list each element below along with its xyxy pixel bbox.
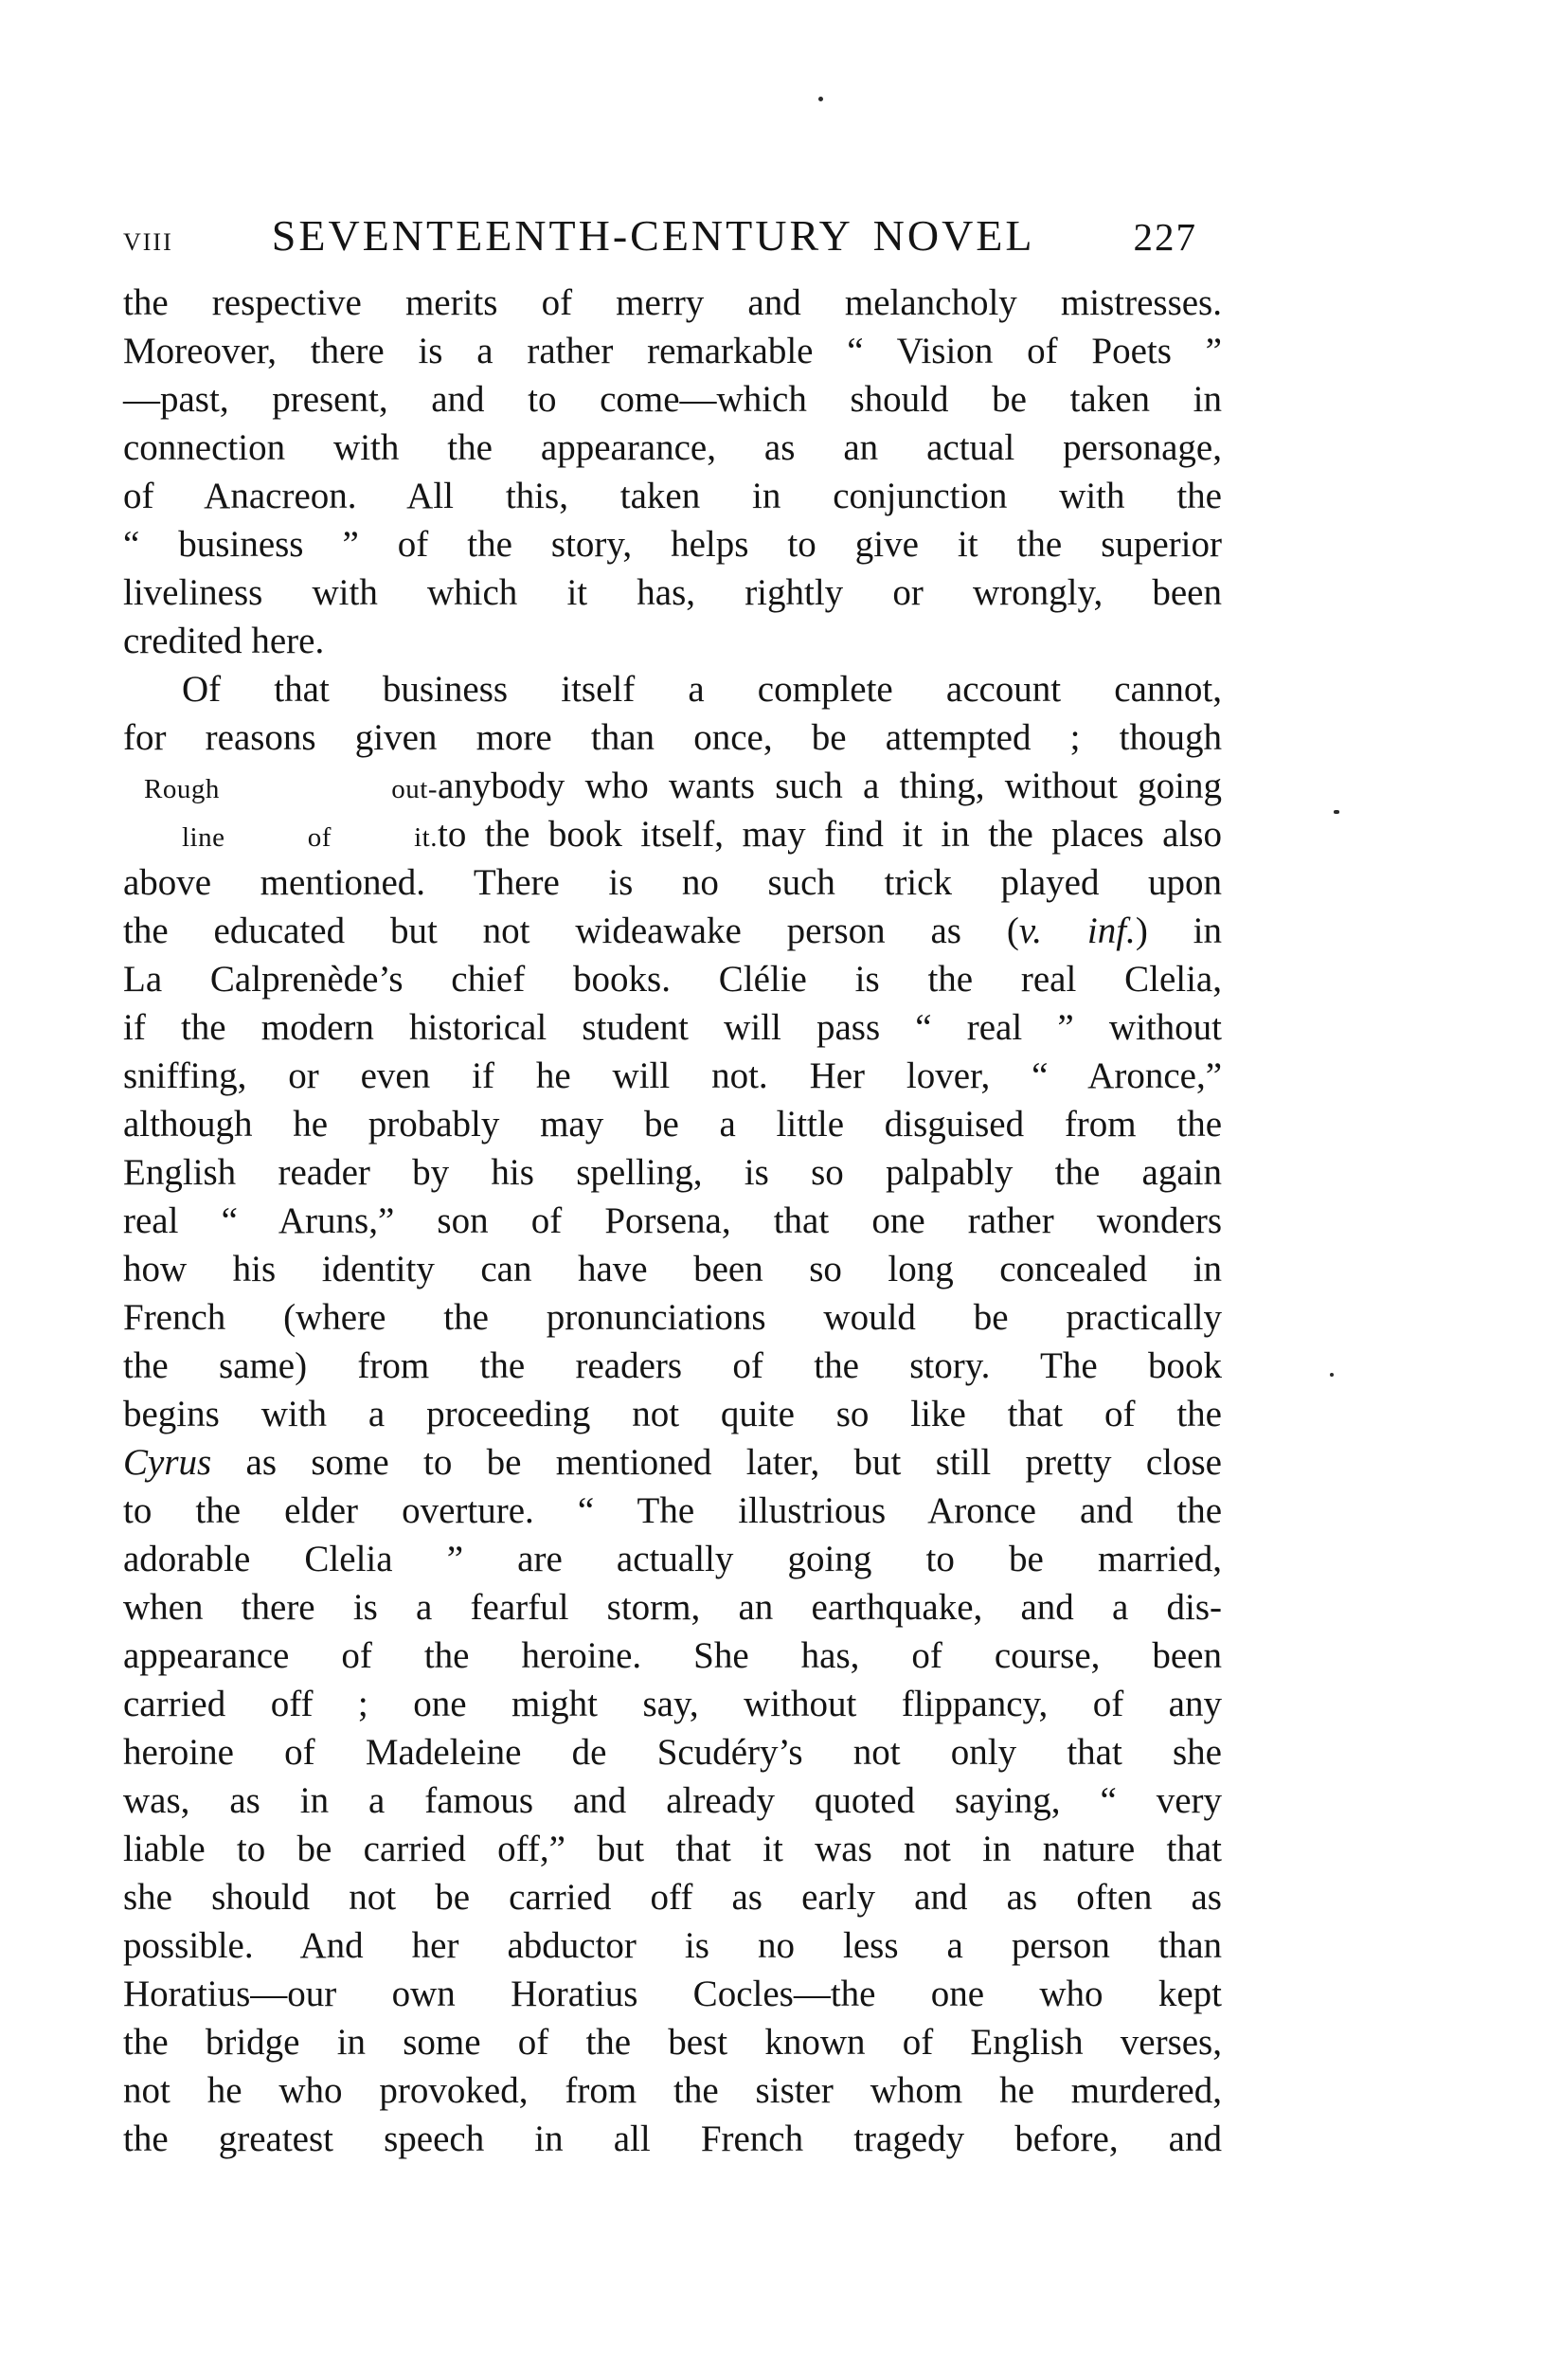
text-line (123, 713, 1222, 762)
text-segment: Moreover, there is a rather remarkable “ Vision of Poets ” (123, 331, 1222, 371)
text-segment: ) in (1135, 911, 1223, 951)
text-segment: English reader by his spelling, is so palpably the again (123, 1152, 1222, 1193)
text-line (123, 1921, 1222, 1970)
text-segment: when there is a fearful storm, an earthquake, and a dis- (123, 1587, 1222, 1628)
running-title: SEVENTEENTH-CENTURY NOVEL (271, 211, 1035, 260)
text-line (123, 1632, 1222, 1680)
text-line (123, 1970, 1222, 2018)
text-line (123, 1390, 1222, 1438)
text-segment: sniffing, or even if he will not. Her lover, “ Aronce,” (123, 1055, 1222, 1096)
text-line (123, 279, 1222, 327)
text-segment: liable to be carried off,” but that it was not in nature that (123, 1829, 1222, 1869)
page-number: 227 (1133, 215, 1197, 259)
text-line (123, 762, 1222, 810)
text-line (123, 424, 1222, 472)
text-line (123, 1052, 1222, 1100)
text-segment: Horatius—our own Horatius Cocles—the one who kept (123, 1974, 1222, 2014)
text-segment: real “ Aruns,” son of Porsena, that one rather wonders (123, 1200, 1222, 1241)
text-segment: how his identity can have been so long concealed in (123, 1249, 1222, 1289)
text-segment: was, as in a famous and already quoted saying, “ very (123, 1780, 1222, 1821)
text-segment: if the modern historical student will pass “ real ” without (123, 1007, 1222, 1048)
text-line (123, 2115, 1222, 2163)
text-line-main (438, 810, 1222, 858)
text-segment: credited here. (123, 621, 325, 661)
text-segment: although he probably may be a little disguised from the (123, 1104, 1222, 1145)
margin-note: Rough out- (144, 774, 438, 804)
text-line (123, 375, 1222, 424)
text-segment: not he who provoked, from the sister whom he murdered, (123, 2070, 1222, 2111)
text-line (123, 1197, 1222, 1245)
text-line (123, 1245, 1222, 1293)
text-segment: liveliness with which it has, rightly or wrongly, been (123, 572, 1222, 613)
text-segment: heroine of Madeleine de Scudéry’s not only that she (123, 1732, 1222, 1773)
text-segment: above mentioned. There is no such trick played upon (123, 862, 1222, 903)
text-line (123, 1293, 1222, 1342)
text-segment: the same) from the readers of the story. The book (123, 1345, 1222, 1386)
text-line (123, 520, 1222, 568)
text-line (123, 810, 1222, 858)
text-segment: begins with a proceeding not quite so like that of the (123, 1394, 1222, 1434)
text-line (123, 1776, 1222, 1825)
text-segment: the greatest speech in all French tragedy before, and (123, 2119, 1222, 2159)
text-segment: La Calprenède’s chief books. Clélie is the real Clelia, (123, 959, 1222, 1000)
text-line (123, 1583, 1222, 1632)
text-segment: adorable Clelia ” are actually going to be married, (123, 1539, 1222, 1579)
text-line (123, 1680, 1222, 1728)
italic-text: v. inf. (1018, 911, 1136, 951)
text-line (123, 1148, 1222, 1197)
text-segment: the bridge in some of the best known of English verses, (123, 2022, 1222, 2063)
page-header (123, 210, 1222, 261)
text-segment: the respective merits of merry and melancholy mistresses. (123, 282, 1222, 323)
text-segment: possible. And her abductor is no less a person than (123, 1925, 1222, 1966)
text-segment: —past, present, and to come—which should be taken in (123, 379, 1222, 420)
text-line (123, 568, 1222, 617)
text-segment: anybody who wants such a thing, without going (438, 766, 1222, 806)
text-line (123, 2018, 1222, 2066)
text-segment: to the book itself, may find it in the places also (438, 814, 1222, 855)
text-segment: “ business ” of the story, helps to give it the superior (123, 524, 1222, 565)
text-line (123, 858, 1222, 907)
text-line (123, 1003, 1222, 1052)
text-segment: to the elder overture. “ The illustrious Aronce and the (123, 1490, 1222, 1531)
text-line (123, 1100, 1222, 1148)
text-block (123, 279, 1222, 2163)
scan-speck (818, 97, 823, 101)
text-segment: carried off ; one might say, without flippancy, of any (123, 1684, 1222, 1724)
text-line (123, 472, 1222, 520)
text-line (123, 907, 1222, 955)
text-segment: she should not be carried off as early and as often as (123, 1877, 1222, 1918)
text-line (123, 1438, 1222, 1487)
scan-speck (1334, 810, 1339, 814)
text-line-main (438, 762, 1222, 810)
text-line (123, 955, 1222, 1003)
italic-text: Cyrus (123, 1442, 212, 1483)
scan-speck (1330, 1373, 1334, 1377)
text-segment: for reasons given more than once, be attempted ; though (123, 717, 1222, 758)
margin-note: line of it. (182, 822, 438, 853)
text-segment: of Anacreon. All this, taken in conjunction with the (123, 476, 1222, 516)
text-line (123, 617, 1222, 665)
text-line (123, 327, 1222, 375)
text-segment: the educated but not wideawake person as ( (123, 911, 1019, 951)
text-segment: Of that business itself a complete account cannot, (182, 669, 1222, 710)
text-line (123, 1825, 1222, 1873)
text-line (123, 1487, 1222, 1535)
text-line (123, 1535, 1222, 1583)
text-line (123, 1873, 1222, 1921)
text-segment: French (where the pronunciations would be practically (123, 1297, 1222, 1338)
text-line (123, 665, 1222, 713)
chapter-folio: VIII (123, 228, 173, 256)
text-line (123, 1728, 1222, 1776)
text-segment: as some to be mentioned later, but still pretty close (211, 1442, 1222, 1483)
text-segment: appearance of the heroine. She has, of course, been (123, 1635, 1222, 1676)
text-line (123, 2066, 1222, 2115)
text-line (123, 1342, 1222, 1390)
text-segment: connection with the appearance, as an actual personage, (123, 427, 1222, 468)
